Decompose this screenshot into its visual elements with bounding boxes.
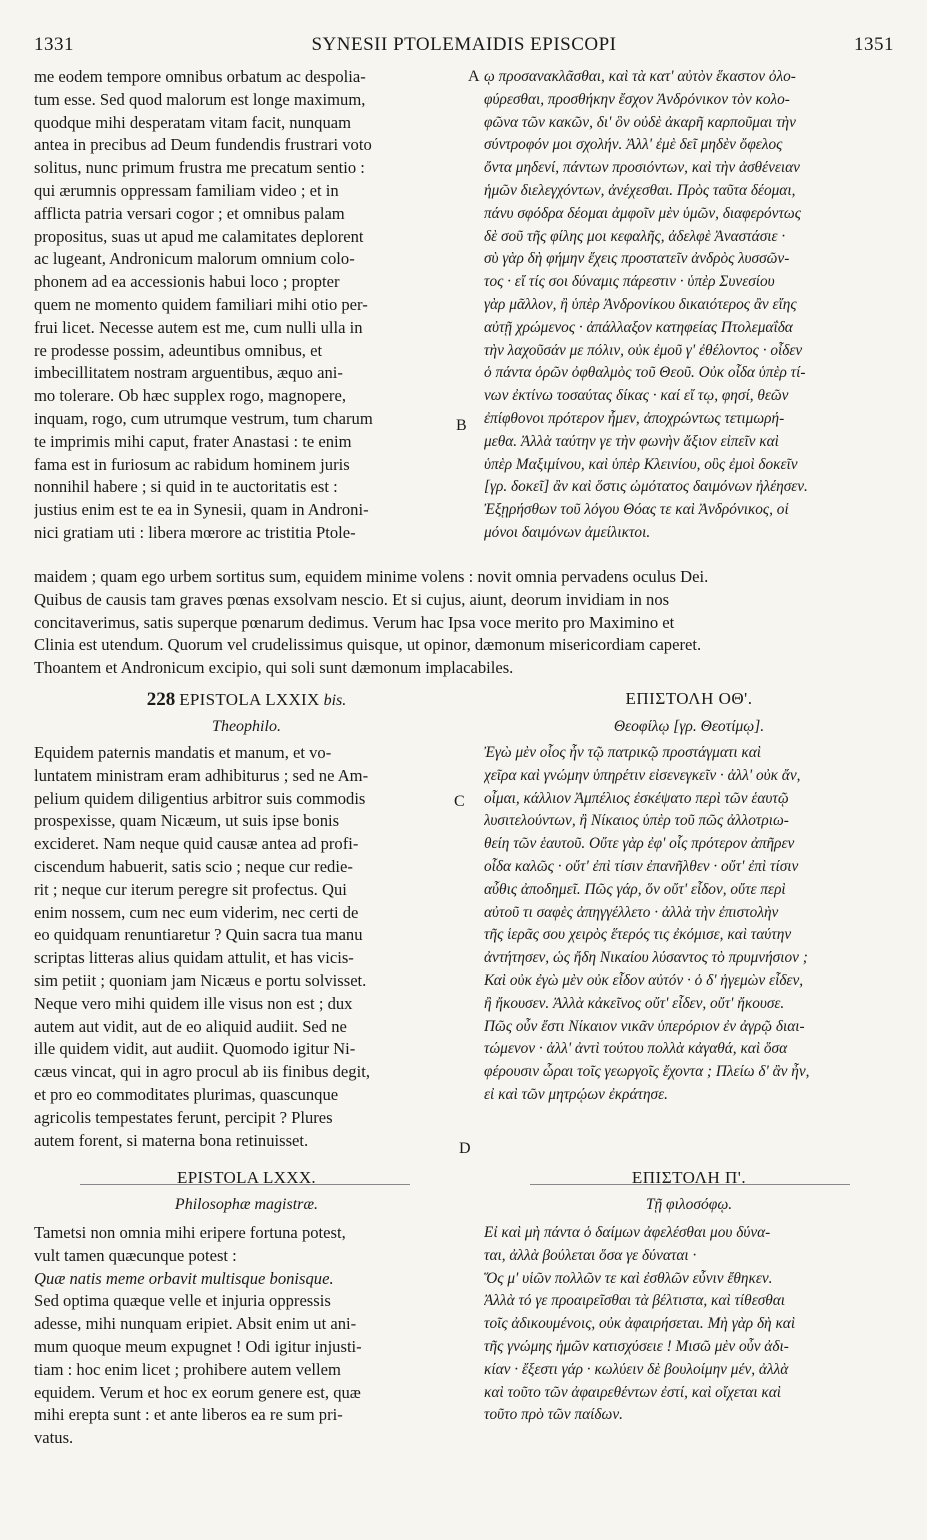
latin-epistle-title: EPISTOLA LXXIX <box>179 690 320 709</box>
text-line: quodque mihi desperatam vitam facit, nunquam <box>34 112 352 132</box>
text-line: ἡμῶν διελεγχόντων, ἀνέχεσθαι. Πρὸς ταῦτα δέομαι, <box>484 181 796 199</box>
text-line: τοῖς ἀδικουμένοις, οὐκ ἀφαιρήσεται. Μὴ γὰρ δὴ καὶ <box>484 1315 796 1333</box>
text-line: tum esse. Sed quod malorum est longe maximum, <box>34 89 366 109</box>
text-line: ἐπίφθονοι πρότερον ἦμεν, ἀποχρώντως τετιμωρή- <box>484 409 785 427</box>
text-line: luntatem ministram eram adhibiturus ; sed ne Am- <box>34 765 369 785</box>
latin-column-continuation <box>34 66 459 545</box>
text-line: Ἐγὼ μὲν οἷος ἦν τῷ πατρικῷ προστάγματι καὶ <box>484 744 762 761</box>
text-line: φύρεσθαι, προσθήκην ἔσχον Ἀνδρόνικον τὸν κολο- <box>484 90 790 108</box>
text-line: justius enim est te ea in Synesii, quam in Androni- <box>34 500 369 520</box>
text-line: sim petiit ; quoniam jam Nicæus e portu solvisset. <box>34 970 367 990</box>
text-line: κίαν · ἔξεστι γάρ · κωλύειν δὲ βουλοίμην μέν, ἀλλὰ <box>484 1360 789 1378</box>
page-number-left: 1331 <box>34 34 74 55</box>
margin-letter-b: B <box>456 417 467 434</box>
greek-text-epistole-80 <box>484 1222 894 1427</box>
text-line: ται, ἀλλὰ βούλεται ὅσα γε δύναται · <box>484 1246 697 1264</box>
text-line: imbecillitatem nostram arguentibus, æquo ani- <box>34 363 343 383</box>
text-line: solitus, nunc primum frustra me precatum sentio : <box>34 158 365 178</box>
text-line: ille quidem vidit, aut audiit. Quomodo igitur Ni- <box>34 1039 356 1059</box>
text-line: αὐτῇ χρώμενος · ἀπάλλαξον κατηφείας Πτολεμαΐδα <box>484 318 793 336</box>
text-line: nonnihil habere ; si quid in te auctoritatis est : <box>34 477 338 497</box>
text-line: maidem ; quam ego urbem sortitus sum, equidem minime volens : novit omnia pervadens oculus Dei. <box>34 567 709 586</box>
text-line: enim nossem, cum nec eum viderim, nec certi de <box>34 902 359 922</box>
running-header <box>34 34 894 62</box>
text-line: Πῶς οὖν ἔστι Νίκαιον νικᾶν ὑπερόριον ἐν ἀγρῷ διαι- <box>484 1017 805 1035</box>
text-line: ac lugeant, Andronicum malorum omnium colo- <box>34 249 355 269</box>
text-line: mihi erepta sunt : et ante liberos ea re sum pri- <box>34 1405 343 1425</box>
latin-addressee-80: Philosophæ magistræ. <box>174 1196 319 1213</box>
latin-epistle-bis: bis. <box>319 692 347 709</box>
text-line: autem aut vidit, aut de eo aliquid audiit. Sed ne <box>34 1016 347 1036</box>
text-line: αὐτοῦ τι σαφὲς ἀπηγγέλλετο · ἀλλὰ τὴν ἐπιστολὴν <box>484 903 779 921</box>
text-line: φέρουσιν ὧραι τοῖς γεωργοῖς ἔχοντα ; Πλείω δ' ἂν ἦν, <box>484 1063 810 1081</box>
text-line: fama est in furiosum ac rabidum hominem juris <box>34 454 350 474</box>
text-line: re prodesse possim, adeuntibus omnibus, et <box>34 340 323 360</box>
text-line: Equidem paternis mandatis et manum, et vo- <box>34 743 332 762</box>
latin-column-number: 228 <box>146 689 176 710</box>
text-line: Ἀλλὰ τό γε προαιρεῖσθαι τὰ βέλτιστα, καὶ τίθεσθαι <box>484 1292 786 1310</box>
text-line: agricolis tempestates ferunt, percipit ? Plures <box>34 1107 333 1127</box>
text-line: te imprimis mihi caput, frater Anastasi : te enim <box>34 431 352 451</box>
greek-addressee-79: Θεοφίλῳ [γρ. Θεοτίμῳ]. <box>613 718 765 735</box>
text-line: cæus vincat, qui in agro procul ab iis finibus degit, <box>34 1062 370 1082</box>
text-line: qui ærumnis oppressam familiam video ; et in <box>34 180 339 200</box>
text-line: οἶδα καλῶς · οὔτ' ἐπὶ τίσιν ἐπανῆλθεν · οὔτ' ἐπὶ τίσιν <box>484 857 799 875</box>
text-line: autem forent, si materna bona retinuisset. <box>34 1130 309 1150</box>
text-line: ὑπὲρ Μαξιμίνου, καὶ ὑπὲρ Κλεινίου, οὓς ἐμοὶ δοκεῖν <box>484 455 798 473</box>
text-line: Καὶ οὐκ ἐγὼ μὲν οὐκ εἶδον αὐτόν · ὁ δ' ἡγεμὼν εἶδεν, <box>484 971 804 989</box>
text-line: σύντροφόν μοι σχολήν. Ἀλλ' ἐμὲ δεῖ μηδὲν ὄφελος <box>484 136 783 154</box>
text-line: vult tamen quæcunque potest : <box>34 1245 237 1265</box>
greek-addressee-80: Τῇ φιλοσόφῳ. <box>645 1196 733 1213</box>
text-line: et pro eo commoditates plurimas, quascunque <box>34 1084 339 1104</box>
text-line: Ἐξῃρήσθων τοῦ λόγου Θόας τε καὶ Ἀνδρόνικος, οἱ <box>484 501 789 519</box>
text-line: γὰρ μᾶλλον, ἢ ὑπὲρ Ἀνδρονίκου δικαιότερος ἂν εἴης <box>484 295 797 313</box>
text-line: χεῖρα καὶ γνώμην ὑπηρέτιν εἰσενεγκεῖν · ἀλλ' οὐκ ἄν, <box>484 766 801 784</box>
text-line: tiam : hoc enim licet ; prohibere autem vellem <box>34 1359 341 1379</box>
text-line: ὁ πάντα ὁρῶν ὀφθαλμὸς τοῦ Θεοῦ. Οὐκ οἶδα ὑπὲρ τί- <box>484 364 806 382</box>
text-line: me eodem tempore omnibus orbatum ac despolia- <box>34 67 366 86</box>
text-line: afflicta patria versari cogor ; et omnibus palam <box>34 203 345 223</box>
text-line: Sed optima quæque velle et injuria oppressis <box>34 1291 331 1311</box>
text-line: τος · εἴ τίς σοι δύναμις πάρεστιν · ὑπὲρ Συνεσίου <box>484 273 775 291</box>
greek-heading-epistole-80: ΕΠΙΣΤΟΛΗ Π'. <box>631 1168 747 1187</box>
text-line: Tametsi non omnia mihi eripere fortuna potest, <box>34 1223 346 1242</box>
page-number-right: 1351 <box>854 34 894 55</box>
text-line: τῆς ἱερᾶς σου χειρὸς ἕτερός τις ἐκόμισε, καὶ ταύτην <box>484 926 792 944</box>
text-line: concitaverimus, satis superque pœnarum dedimus. Verum hac Ipsa voce merito pro Maximino et <box>34 612 675 632</box>
text-line: rit ; neque cur iterum peregre sit profectus. Qui <box>34 879 347 899</box>
text-line: νων ἐκτίνω τοσαύτας δίκας · καί εἴ τῳ, φησί, θεῶν <box>484 387 789 405</box>
text-line: εἰ καὶ τῶν μητρῴων ἐκράτησε. <box>484 1085 668 1103</box>
text-line: οἶμαι, κάλλιον Ἀμπέλιος ἐσκέψατο περὶ τῶν ἑαυτῷ <box>484 789 789 807</box>
text-line: frui licet. Necesse autem est me, cum nulli ulla in <box>34 317 363 337</box>
greek-heading-epistole-79: ΕΠΙΣΤΟΛΗ ΟΘ'. <box>625 689 753 708</box>
text-line: propositus, suas ut apud me calamitates deplorent <box>34 226 364 246</box>
text-line: μόνοι δαιμόνων ἀμείλικτοι. <box>484 523 651 541</box>
text-line: δὲ σοῦ τῆς φίλης μοι κεφαλῆς, ἀδελφὲ Ἀναστάσιε · <box>484 227 786 245</box>
text-line: adesse, mihi nunquam eripiet. Absit enim ut ani- <box>34 1314 357 1334</box>
text-line: quem ne momento quidem familiari mihi otio per- <box>34 294 368 314</box>
latin-text-epistola-79 <box>34 742 459 1152</box>
text-line: antea in precibus ad Deum fundendis frustrari voto <box>34 135 372 155</box>
text-line: Εἰ καὶ μὴ πάντα ὁ δαίμων ἀφελέσθαι μου δύνα- <box>484 1224 771 1241</box>
margin-letter-a: A <box>468 68 480 85</box>
latin-heading-epistola-79 <box>34 689 459 711</box>
text-line: τὴν λαχοῦσάν με πόλιν, οὐκ ἐμοῦ γ' ἐθέλοντος · οἶδεν <box>484 341 803 359</box>
text-line: inquam, rogo, cum utrumque vestrum, tum charum <box>34 408 373 428</box>
latin-text-epistola-80 <box>34 1222 459 1450</box>
text-line: [γρ. δοκεῖ] ἂν καὶ ὅστις ὠμότατος δαιμόνων ἠλέησεν. <box>484 478 808 496</box>
text-line: mo tolerare. Ob hæc supplex rogo, magnopere, <box>34 386 346 406</box>
text-line: αὖθις ἀποδημεῖ. Πῶς γάρ, ὅν οὔτ' εἶδον, οὔτε περὶ <box>484 880 786 898</box>
text-line: Thoantem et Andronicum excipio, qui soli sunt dæmonum implacabiles. <box>34 658 514 678</box>
text-line: τοῦτο πρὸ τῶν παίδων. <box>484 1406 623 1424</box>
text-line: vatus. <box>34 1428 74 1448</box>
text-line: ἀντήτησεν, ὡς ἤδη Νικαίου λύσαντος τὸ πρυμνήσιον ; <box>484 949 808 967</box>
greek-column-continuation <box>484 66 894 545</box>
text-line: θείη τῶν ἑαυτοῦ. Οὔτε γὰρ ἐφ' οἷς πρότερον ἀπῆρεν <box>484 835 795 853</box>
text-line: Neque vero mihi quidem ille visus non est ; dux <box>34 993 353 1013</box>
latin-heading-epistola-80: EPISTOLA LXXX. <box>177 1168 316 1187</box>
text-line: pelium quidem diligentius arbitror suis commodis <box>34 788 366 808</box>
text-line: καὶ τοῦτο τῶν ἀφαιρεθέντων ἐστί, καὶ οἴχεται καὶ <box>484 1383 782 1401</box>
text-line: nici gratiam uti : libera mœrore ac tristitia Ptole- <box>34 522 356 542</box>
text-line: τώμενον · ἀλλ' ἀντὶ τούτου πολλὰ κἀγαθά, καὶ ὅσα <box>484 1040 788 1058</box>
margin-letter-d: D <box>459 1140 471 1157</box>
greek-text-epistole-79 <box>484 742 894 1107</box>
text-line: Clinia est utendum. Quorum vel crudelissimus quisque, ut opinor, dæmonum misericordiam caperet. <box>34 635 702 655</box>
text-line: ὄντα μηδενί, πάντων προσιόντων, καὶ τὴν ἀσθένειαν <box>484 159 800 177</box>
text-line: eo quidquam renuntiaretur ? Quin sacra tua manu <box>34 925 363 945</box>
text-line: prospexisse, quam Nicæum, ut suis ipse bonis <box>34 811 340 831</box>
text-line: equidem. Verum et hoc ex eorum genere est, quæ <box>34 1382 361 1402</box>
text-line: ῳ προσανακλᾶσθαι, καὶ τὰ κατ' αὐτὸν ἕκαστον ὀλο- <box>484 68 796 85</box>
text-line: Quæ natis meme orbavit multisque bonisque. <box>34 1268 334 1288</box>
text-line: τῆς γνώμης ἡμῶν κατισχύσειε ! Μισῶ μὲν οὖν ἀδι- <box>484 1337 789 1355</box>
text-line: scriptas litteras alius quidam attulit, et has vicis- <box>34 948 354 968</box>
text-line: mum quoque meum expugnet ! Odi igitur injusti- <box>34 1336 362 1356</box>
text-line: Quibus de causis tam graves pœnas exsolvam nescio. Et si cujus, aiunt, deorum invidiam in nos <box>34 589 670 609</box>
running-title: SYNESII PTOLEMAIDIS EPISCOPI <box>311 34 617 55</box>
text-line: ἢ ἤκουσεν. Ἀλλὰ κἀκεῖνος οὔτ' εἶδεν, οὔτ' ἤκουσε. <box>484 994 785 1012</box>
text-line: phonem ad ea accessionis habui loco ; propter <box>34 272 340 292</box>
text-line: ciscendum habuerit, satis scio ; neque cur redie- <box>34 856 353 876</box>
margin-letter-c: C <box>454 793 465 810</box>
text-line: σὺ γὰρ δὴ φήμην ἔχεις προστατεῖν ἀνδρὸς λυσσῶν- <box>484 250 790 268</box>
text-line: excideret. Nam neque quid causæ antea ad profi- <box>34 834 359 854</box>
text-line: πάνυ σφόδρα δέομαι ἀμφοῖν μὲν ὑμῶν, διαφερόντως <box>484 204 801 222</box>
text-line: Ὅς μ' υἱῶν πολλῶν τε καὶ ἐσθλῶν εὖνιν ἔθηκεν. <box>484 1269 773 1287</box>
latin-addressee-79: Theophilo. <box>212 718 281 735</box>
text-line: μεθα. Ἀλλὰ ταύτην γε τὴν φωνὴν ἄξιον εἰπεῖν καὶ <box>484 432 779 450</box>
text-line: φῶνα τῶν κακῶν, δι' ὃν οὐδὲ ἀκαρῆ καρποῦμαι τὴν <box>484 113 796 131</box>
latin-fullwidth-conclusion <box>34 566 894 680</box>
text-line: λυσιτελούντων, ἢ Νίκαιος ὑπὲρ τοῦ πῶς ἀλλοτριω- <box>484 812 789 830</box>
